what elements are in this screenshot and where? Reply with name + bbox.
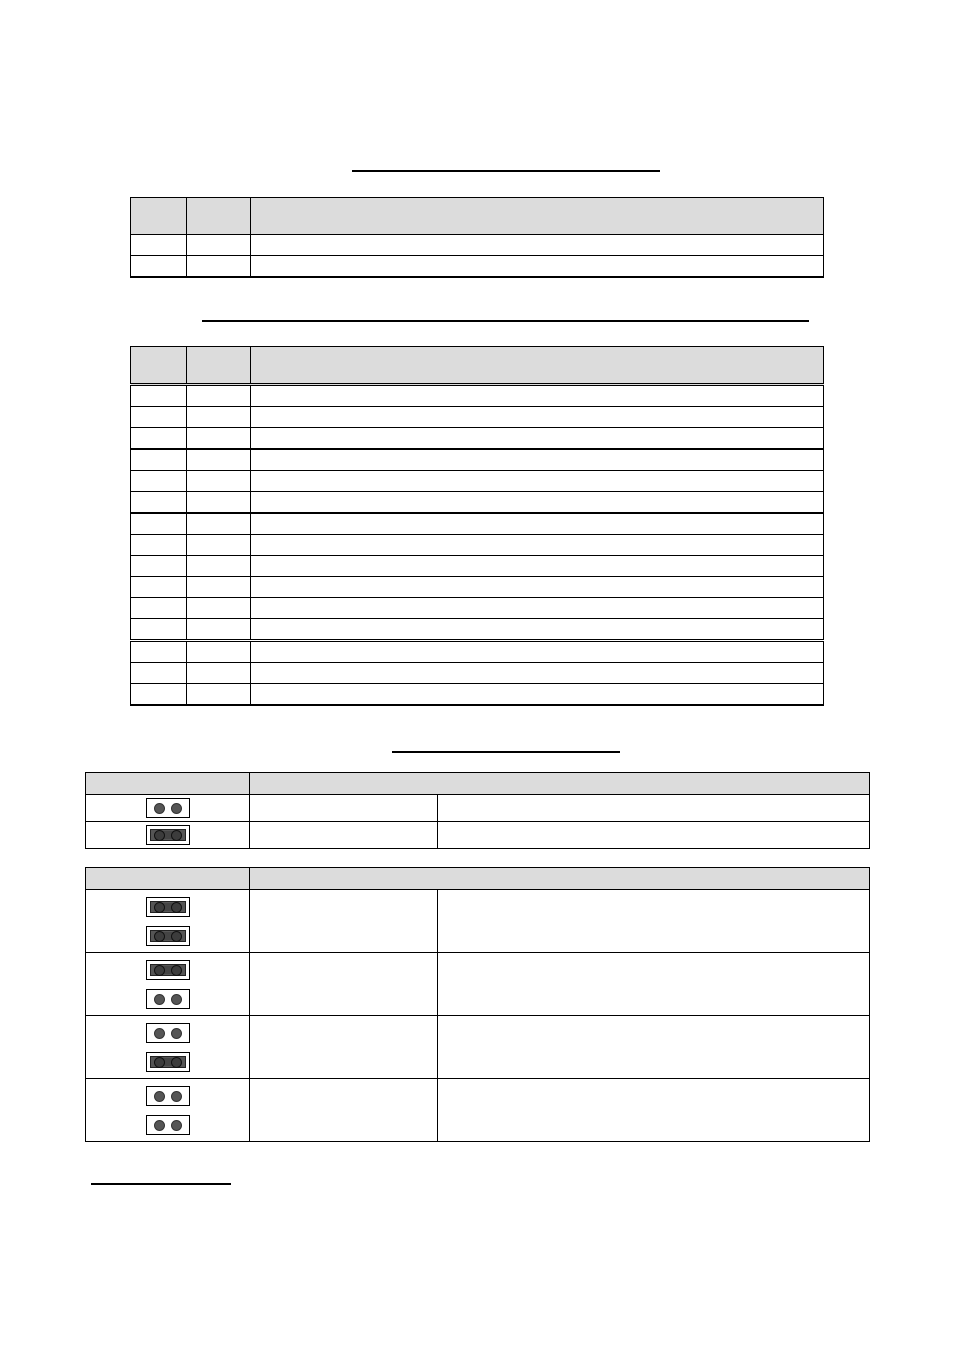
table-row [131,492,824,514]
table-cell [187,235,251,256]
table-cell [131,235,187,256]
jumper-closed-icon [146,897,190,917]
jumper-table-2 [85,867,870,1142]
table-cell-setting [250,795,438,822]
table-cell [187,407,251,428]
jumper-cell [86,822,250,849]
jumper-cell [86,1079,250,1142]
table-cell [187,385,251,407]
pin-table-2 [130,346,824,706]
table-cell [187,641,251,663]
table-cell [131,449,187,471]
header-cell [187,198,251,235]
table-cell [187,513,251,535]
table-header-row [131,198,824,235]
table-row [86,1016,870,1079]
header-cell [86,868,250,890]
table-cell [187,577,251,598]
section-title-3 [392,751,620,753]
table-cell [251,598,824,619]
table-cell-setting [250,890,438,953]
table-header-row [86,773,870,795]
table-cell [131,619,187,641]
jumper-closed-icon [146,960,190,980]
table-cell [187,492,251,514]
table-cell-description [438,1016,870,1079]
table-cell [251,535,824,556]
pin-table-1 [130,197,824,278]
jumper-open-icon [146,1023,190,1043]
table-row [86,795,870,822]
jumper-open-icon [146,989,190,1009]
table-row [131,619,824,641]
table-header-row [86,868,870,890]
table-cell-description [438,795,870,822]
table-cell [131,556,187,577]
table-row [131,663,824,684]
table-cell [131,577,187,598]
table-cell-setting [250,953,438,1016]
table-cell [131,471,187,492]
table-cell [131,684,187,706]
header-cell [86,773,250,795]
table-row [86,890,870,953]
table-cell [251,428,824,450]
table-cell [251,385,824,407]
header-cell [250,868,870,890]
jumper-cell [86,890,250,953]
table-header-row [131,347,824,385]
table-row [131,407,824,428]
table-row [131,471,824,492]
jumper-table-1 [85,772,870,849]
jumper-cell [86,953,250,1016]
table-row [131,684,824,706]
jumper-open-icon [146,798,190,818]
table-cell [187,256,251,278]
header-cell [251,347,824,385]
jumper-closed-icon [146,1052,190,1072]
table-row [131,428,824,450]
table-row [131,598,824,619]
table-cell [251,577,824,598]
table-cell [251,449,824,471]
table-cell-description [438,822,870,849]
table-cell [131,641,187,663]
header-cell [131,198,187,235]
table-cell [251,407,824,428]
header-cell [250,773,870,795]
section-title-1 [352,170,660,172]
table-cell [251,471,824,492]
table-cell [187,428,251,450]
table-cell [131,492,187,514]
table-row [86,822,870,849]
table-row [131,556,824,577]
table-cell [131,407,187,428]
jumper-closed-icon [146,926,190,946]
section-title-2 [202,320,809,322]
jumper-cell [86,1016,250,1079]
table-cell [187,684,251,706]
table-row [131,513,824,535]
table-cell [131,535,187,556]
table-cell [251,492,824,514]
table-cell [251,256,824,278]
table-cell [187,598,251,619]
table-cell-setting [250,1079,438,1142]
header-cell [187,347,251,385]
table-cell-description [438,953,870,1016]
jumper-cell [86,795,250,822]
table-cell [187,449,251,471]
table-row [131,256,824,278]
table-cell [251,556,824,577]
jumper-open-icon [146,1115,190,1135]
table-row [131,449,824,471]
table-row [131,641,824,663]
table-row [131,385,824,407]
table-cell-description [438,890,870,953]
table-cell [187,619,251,641]
table-cell [251,619,824,641]
table-cell-description [438,1079,870,1142]
table-row [86,1079,870,1142]
table-cell [131,256,187,278]
table-cell-setting [250,822,438,849]
table-row [131,577,824,598]
table-row [131,235,824,256]
header-cell [251,198,824,235]
table-cell-setting [250,1016,438,1079]
jumper-open-icon [146,1086,190,1106]
table-cell [187,556,251,577]
table-row [131,535,824,556]
table-cell [251,513,824,535]
table-cell [131,513,187,535]
table-cell [187,663,251,684]
table-cell [131,385,187,407]
header-cell [131,347,187,385]
table-row [86,953,870,1016]
table-cell [131,598,187,619]
table-cell [187,535,251,556]
table-cell [251,235,824,256]
footnote-heading [91,1183,231,1185]
table-cell [131,663,187,684]
table-cell [187,471,251,492]
table-cell [131,428,187,450]
jumper-closed-icon [146,825,190,845]
table-cell [251,641,824,663]
table-cell [251,684,824,706]
table-cell [251,663,824,684]
